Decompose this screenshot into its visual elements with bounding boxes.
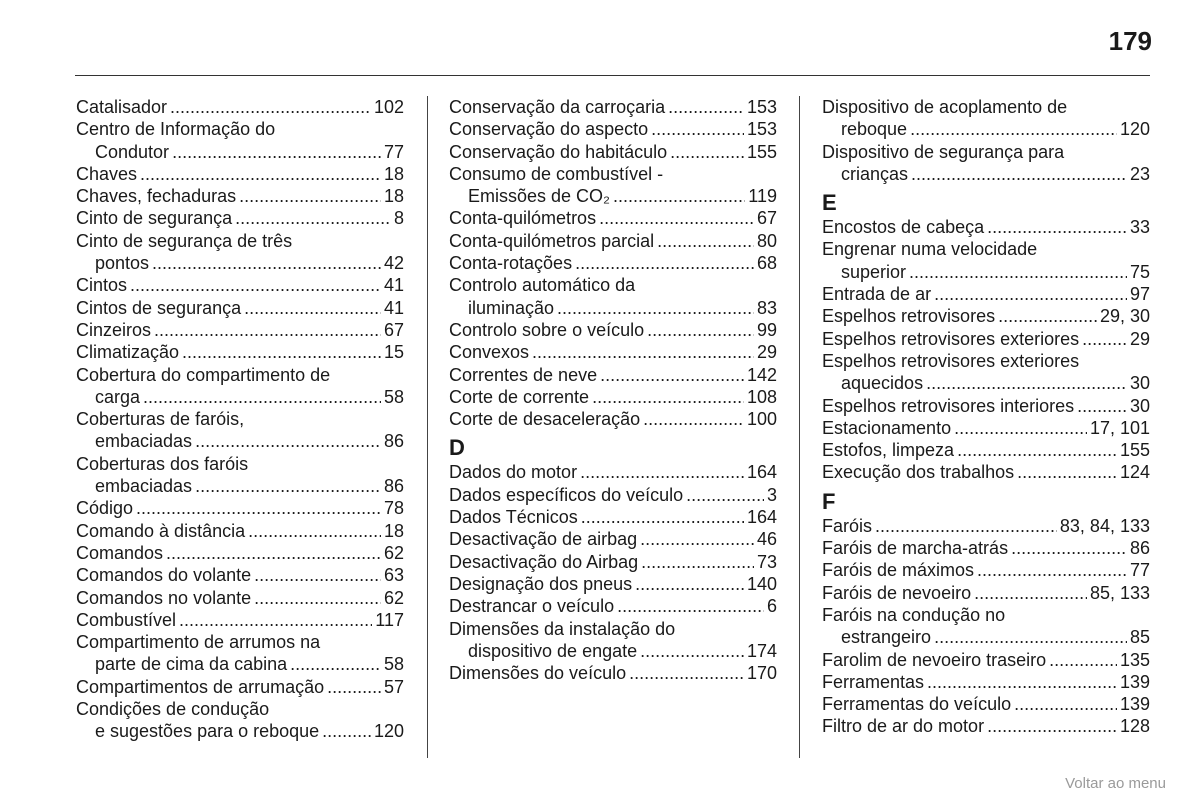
index-entry[interactable] — [822, 693, 1150, 715]
entry-text: Estofos, limpeza — [822, 440, 955, 461]
page-ref: 67 — [756, 208, 777, 229]
page-ref: 58 — [383, 654, 404, 675]
index-entry[interactable] — [449, 163, 777, 208]
entry-text: Cobertura do compartimento de — [76, 364, 331, 385]
dot-leader — [635, 573, 744, 595]
page-ref: 73 — [756, 551, 777, 572]
dot-leader — [1014, 693, 1117, 715]
dot-leader — [172, 141, 381, 163]
page-ref: 58 — [383, 386, 404, 407]
dot-leader — [170, 96, 371, 118]
page-ref: 164 — [746, 507, 777, 528]
index-column-2 — [449, 96, 777, 684]
page-ref: 29, 30 — [1099, 306, 1150, 327]
index-entry[interactable] — [76, 163, 404, 185]
dot-leader — [954, 417, 1087, 439]
entry-text: Entrada de ar — [822, 284, 932, 305]
page-ref: 86 — [1129, 538, 1150, 559]
index-entry[interactable] — [822, 537, 1150, 559]
entry-text: Dispositivo de acoplamento de — [822, 97, 1068, 117]
dot-leader — [643, 408, 744, 430]
entry-text: Comando à distância — [76, 520, 246, 541]
entry-text: parte de cima da cabina — [95, 654, 288, 675]
entry-text: Cintos de segurança — [76, 297, 242, 318]
entry-text: Farolim de nevoeiro traseiro — [822, 649, 1047, 670]
page-ref: 85, 133 — [1089, 582, 1150, 603]
index-entry[interactable] — [76, 185, 404, 207]
page-ref: 8 — [393, 208, 404, 229]
entry-text: Convexos — [449, 342, 530, 363]
dot-leader — [195, 475, 381, 497]
index-entry[interactable] — [449, 274, 777, 319]
entry-text: Código — [76, 498, 134, 519]
index-entry[interactable] — [449, 252, 777, 274]
entry-text: Desactivação do Airbag — [449, 551, 639, 572]
page-ref: 77 — [1129, 560, 1150, 581]
page-ref: 117 — [375, 609, 404, 630]
index-entry[interactable] — [76, 297, 404, 319]
page-ref: 41 — [383, 297, 404, 318]
dot-leader — [248, 520, 381, 542]
index-entry[interactable] — [76, 698, 404, 743]
entry-text: Faróis de máximos — [822, 560, 975, 581]
page-ref: 18 — [383, 186, 404, 207]
page-ref: 62 — [383, 587, 404, 608]
page-ref: 119 — [748, 186, 777, 207]
index-entry[interactable] — [822, 350, 1150, 395]
entry-text: Faróis de nevoeiro — [822, 582, 972, 603]
dot-leader — [592, 386, 744, 408]
dot-leader — [934, 283, 1127, 305]
entry-text: Conservação da carroçaria — [449, 97, 666, 117]
dot-leader — [140, 163, 381, 185]
entry-text: pontos — [95, 253, 150, 274]
entry-text: Compartimento de arrumos na — [76, 632, 321, 653]
dot-leader — [934, 626, 1127, 648]
page-ref: 153 — [746, 119, 777, 140]
page-ref: 68 — [756, 253, 777, 274]
dot-leader — [1017, 461, 1117, 483]
index-entry[interactable] — [76, 408, 404, 453]
index-entry[interactable] — [449, 551, 777, 573]
page-ref: 80 — [756, 230, 777, 251]
index-entry[interactable] — [76, 96, 404, 118]
entry-text: Conta-quilómetros — [449, 208, 597, 229]
index-entry[interactable] — [449, 484, 777, 506]
index-entry[interactable] — [822, 604, 1150, 649]
dot-leader — [647, 319, 754, 341]
page-ref: 33 — [1129, 217, 1150, 238]
index-entry[interactable] — [76, 453, 404, 498]
dot-leader — [532, 341, 754, 363]
index-entry[interactable] — [822, 439, 1150, 461]
entry-text: Chaves, fechaduras — [76, 186, 237, 207]
dot-leader — [599, 207, 754, 229]
index-entry[interactable] — [449, 96, 777, 118]
page-ref: 120 — [373, 721, 404, 742]
entry-text: Ferramentas — [822, 671, 925, 692]
page-ref: 155 — [746, 141, 777, 162]
page-ref: 23 — [1129, 163, 1150, 184]
index-entry[interactable] — [822, 305, 1150, 327]
section-letter: F — [822, 488, 836, 514]
index-entry[interactable] — [76, 520, 404, 542]
page-ref: 75 — [1129, 261, 1150, 282]
index-entry[interactable] — [449, 662, 777, 684]
entry-text: Dados do motor — [449, 462, 578, 483]
page-ref: 128 — [1119, 716, 1150, 737]
dot-leader — [154, 319, 381, 341]
entry-text: Espelhos retrovisores — [822, 306, 996, 327]
dot-leader — [651, 118, 744, 140]
entry-text: Ferramentas do veículo — [822, 694, 1012, 715]
dot-leader — [1077, 395, 1127, 417]
dot-leader — [152, 252, 381, 274]
dot-leader — [290, 653, 381, 675]
page-ref: 155 — [1119, 440, 1150, 461]
dot-leader — [166, 542, 381, 564]
entry-text: Designação dos pneus — [449, 573, 633, 594]
entry-text: Chaves — [76, 163, 138, 184]
dot-leader — [629, 662, 744, 684]
index-entry[interactable] — [76, 364, 404, 409]
entry-text: Dispositivo de segurança para — [822, 141, 1065, 162]
page-ref: 62 — [383, 542, 404, 563]
dot-leader — [581, 506, 744, 528]
entry-text: Faróis — [822, 515, 873, 536]
dot-leader — [580, 461, 744, 483]
page-ref: 67 — [383, 319, 404, 340]
index-entry[interactable] — [822, 216, 1150, 238]
index-entry[interactable] — [76, 319, 404, 341]
index-entry[interactable] — [76, 274, 404, 296]
page-ref: 63 — [383, 565, 404, 586]
index-entry[interactable] — [449, 141, 777, 163]
entry-text: Coberturas de faróis, — [76, 409, 245, 430]
entry-text: Engrenar numa velocidade — [822, 239, 1038, 260]
index-entry[interactable] — [76, 609, 404, 631]
entry-text: Consumo de combustível - — [449, 163, 664, 184]
entry-text: embaciadas — [95, 431, 193, 452]
entry-text: Coberturas dos faróis — [76, 453, 249, 474]
dot-leader — [322, 720, 371, 742]
dot-leader — [987, 216, 1127, 238]
dot-leader — [977, 559, 1127, 581]
dot-leader — [910, 118, 1117, 140]
index-entry[interactable] — [76, 497, 404, 519]
dot-leader — [575, 252, 754, 274]
entry-text: dispositivo de engate — [468, 640, 638, 661]
dot-leader — [911, 163, 1127, 185]
entry-text: Cintos — [76, 275, 128, 296]
index-entry[interactable] — [76, 631, 404, 676]
index-entry[interactable] — [449, 118, 777, 140]
dot-leader — [640, 640, 744, 662]
index-entry[interactable] — [822, 582, 1150, 604]
page-ref: 29 — [756, 342, 777, 363]
entry-text: Corte de desaceleração — [449, 409, 641, 430]
page-ref: 41 — [383, 275, 404, 296]
dot-leader — [143, 386, 381, 408]
page-ref: 18 — [383, 163, 404, 184]
dot-leader — [1049, 649, 1117, 671]
index-entry[interactable] — [449, 408, 777, 430]
index-entry[interactable] — [449, 595, 777, 617]
page-ref: 6 — [766, 596, 777, 617]
dot-leader — [1082, 328, 1127, 350]
entry-text: Conservação do aspecto — [449, 119, 649, 140]
dot-leader — [239, 185, 381, 207]
dot-leader — [668, 96, 744, 118]
entry-text: Espelhos retrovisores exteriores — [822, 328, 1080, 349]
index-entry[interactable] — [822, 461, 1150, 483]
entry-text: superior — [841, 261, 907, 282]
dot-leader — [254, 587, 381, 609]
page-ref: 83 — [756, 297, 777, 318]
page-ref: 164 — [746, 462, 777, 483]
page-ref: 170 — [746, 663, 777, 684]
dot-leader — [641, 551, 754, 573]
index-entry[interactable] — [76, 587, 404, 609]
index-entry[interactable] — [76, 676, 404, 698]
page-ref: 17, 101 — [1089, 417, 1150, 438]
index-entry[interactable] — [449, 319, 777, 341]
index-column-3 — [822, 96, 1150, 738]
page-ref: 86 — [383, 476, 404, 497]
dot-leader — [640, 528, 754, 550]
entry-text: reboque — [841, 119, 908, 140]
index-entry[interactable] — [822, 559, 1150, 581]
dot-leader — [987, 715, 1117, 737]
page-ref: 77 — [383, 141, 404, 162]
page-ref: 29 — [1129, 328, 1150, 349]
entry-text: iluminação — [468, 297, 555, 318]
entry-text: e sugestões para o reboque — [95, 721, 320, 742]
entry-text: Controlo sobre o veículo — [449, 319, 645, 340]
page-ref: 139 — [1119, 694, 1150, 715]
dot-leader — [195, 430, 381, 452]
index-entry[interactable] — [76, 118, 404, 163]
index-entry[interactable] — [822, 141, 1150, 186]
page-ref: 15 — [383, 342, 404, 363]
entry-text: Conta-rotações — [449, 253, 573, 274]
entry-text: Condições de condução — [76, 699, 270, 720]
page-ref: 174 — [746, 640, 777, 661]
entry-text: aquecidos — [841, 373, 924, 394]
entry-text: Cinto de segurança de três — [76, 230, 293, 251]
entry-text: crianças — [841, 163, 909, 184]
entry-text: Encostos de cabeça — [822, 217, 985, 238]
dot-leader — [327, 676, 381, 698]
page-ref: 140 — [746, 573, 777, 594]
entry-text: Dimensões da instalação do — [449, 618, 676, 639]
dot-leader — [670, 141, 744, 163]
entry-text: Conservação do habitáculo — [449, 141, 668, 162]
index-entry[interactable] — [822, 96, 1150, 141]
index-entry[interactable] — [822, 515, 1150, 537]
index-entry[interactable] — [822, 238, 1150, 283]
entry-text: Desactivação de airbag — [449, 529, 638, 550]
dot-leader — [657, 230, 754, 252]
dot-leader — [909, 261, 1127, 283]
dot-leader — [927, 671, 1117, 693]
dot-leader — [998, 305, 1097, 327]
page-ref: 42 — [383, 253, 404, 274]
entry-text: Cinzeiros — [76, 319, 152, 340]
index-entry[interactable] — [449, 573, 777, 595]
index-entry[interactable] — [76, 564, 404, 586]
index-entry[interactable] — [822, 671, 1150, 693]
dot-leader — [557, 297, 754, 319]
dot-leader — [235, 207, 391, 229]
entry-text: carga — [95, 386, 141, 407]
index-entry[interactable] — [449, 207, 777, 229]
page-ref: 30 — [1129, 373, 1150, 394]
index-entry[interactable] — [76, 207, 404, 229]
entry-text: Climatização — [76, 342, 180, 363]
dot-leader — [244, 297, 381, 319]
dot-leader — [182, 341, 381, 363]
entry-text: Dados Técnicos — [449, 507, 578, 528]
page-ref: 46 — [756, 529, 777, 550]
dot-leader — [254, 564, 381, 586]
entry-text: Faróis na condução no — [822, 604, 1006, 625]
index-entry[interactable] — [76, 542, 404, 564]
page-ref: 57 — [383, 676, 404, 697]
dot-leader — [136, 497, 381, 519]
entry-text: Combustível — [76, 609, 177, 630]
page-ref: 108 — [746, 386, 777, 407]
dot-leader — [600, 364, 744, 386]
section-letter: D — [449, 435, 465, 461]
page-ref: 18 — [383, 520, 404, 541]
page-ref: 142 — [746, 364, 777, 385]
page-ref: 83, 84, 133 — [1059, 515, 1150, 536]
entry-text: Compartimentos de arrumação — [76, 676, 325, 697]
dot-leader — [957, 439, 1117, 461]
entry-text: Dimensões do veículo — [449, 663, 627, 684]
index-entry[interactable] — [822, 283, 1150, 305]
entry-text: Conta-quilómetros parcial — [449, 230, 655, 251]
entry-text: Espelhos retrovisores interiores — [822, 395, 1075, 416]
page-number: 179 — [1108, 26, 1152, 56]
entry-text: Faróis de marcha-atrás — [822, 538, 1009, 559]
page-ref: 3 — [766, 484, 777, 505]
index-entry[interactable] — [449, 461, 777, 483]
page-ref: 85 — [1129, 627, 1150, 648]
index-entry[interactable] — [449, 618, 777, 663]
index-entry[interactable] — [449, 341, 777, 363]
page-ref: 100 — [746, 409, 777, 430]
page-ref: 86 — [383, 431, 404, 452]
entry-text: Correntes de neve — [449, 364, 598, 385]
index-entry[interactable] — [76, 230, 404, 275]
page-ref: 97 — [1129, 284, 1150, 305]
entry-text: Espelhos retrovisores exteriores — [822, 350, 1080, 371]
page-ref: 30 — [1129, 395, 1150, 416]
entry-text: Filtro de ar do motor — [822, 716, 985, 737]
column-divider — [799, 96, 800, 758]
page-ref: 102 — [373, 97, 404, 117]
page-ref: 153 — [746, 97, 777, 117]
dot-leader — [875, 515, 1057, 537]
back-to-menu-link[interactable]: Voltar ao menu — [1065, 775, 1166, 792]
index-entry[interactable] — [449, 386, 777, 408]
entry-text: Comandos do volante — [76, 565, 252, 586]
entry-text: Comandos no volante — [76, 587, 252, 608]
entry-text: Controlo automático da — [449, 275, 636, 296]
page-ref: 99 — [756, 319, 777, 340]
entry-text: Condutor — [95, 141, 170, 162]
entry-text: estrangeiro — [841, 627, 932, 648]
page-ref: 135 — [1119, 649, 1150, 670]
dot-leader — [179, 609, 372, 631]
dot-leader — [974, 582, 1087, 604]
entry-text: Centro de Informação do — [76, 119, 276, 140]
index-column-1 — [76, 96, 404, 743]
index-entry[interactable] — [822, 417, 1150, 439]
column-divider — [427, 96, 428, 758]
header-rule — [75, 75, 1150, 76]
entry-text: Dados específicos do veículo — [449, 484, 684, 505]
index-entry[interactable] — [822, 395, 1150, 417]
dot-leader — [686, 484, 764, 506]
index-entry[interactable] — [822, 649, 1150, 671]
entry-text: Corte de corrente — [449, 386, 590, 407]
entry-text: Catalisador — [76, 97, 168, 117]
entry-text: embaciadas — [95, 476, 193, 497]
index-entry[interactable] — [449, 506, 777, 528]
entry-text: Comandos — [76, 542, 164, 563]
page-ref: 78 — [383, 498, 404, 519]
dot-leader — [1011, 537, 1127, 559]
dot-leader — [130, 274, 381, 296]
page-ref: 120 — [1119, 119, 1150, 140]
index-entry[interactable] — [449, 230, 777, 252]
entry-text: Execução dos trabalhos — [822, 462, 1015, 483]
page-ref: 139 — [1119, 671, 1150, 692]
index-entry[interactable] — [449, 364, 777, 386]
entry-text: Destrancar o veículo — [449, 596, 615, 617]
index-entry[interactable] — [822, 715, 1150, 737]
dot-leader — [613, 185, 745, 207]
index-entry[interactable] — [76, 341, 404, 363]
entry-text: Emissões de CO₂ — [468, 186, 611, 207]
entry-text: Estacionamento — [822, 417, 952, 438]
section-letter: E — [822, 190, 837, 216]
dot-leader — [926, 372, 1127, 394]
index-entry[interactable] — [449, 528, 777, 550]
entry-text: Cinto de segurança — [76, 208, 233, 229]
page-ref: 124 — [1119, 462, 1150, 483]
dot-leader — [617, 595, 764, 617]
index-entry[interactable] — [822, 328, 1150, 350]
